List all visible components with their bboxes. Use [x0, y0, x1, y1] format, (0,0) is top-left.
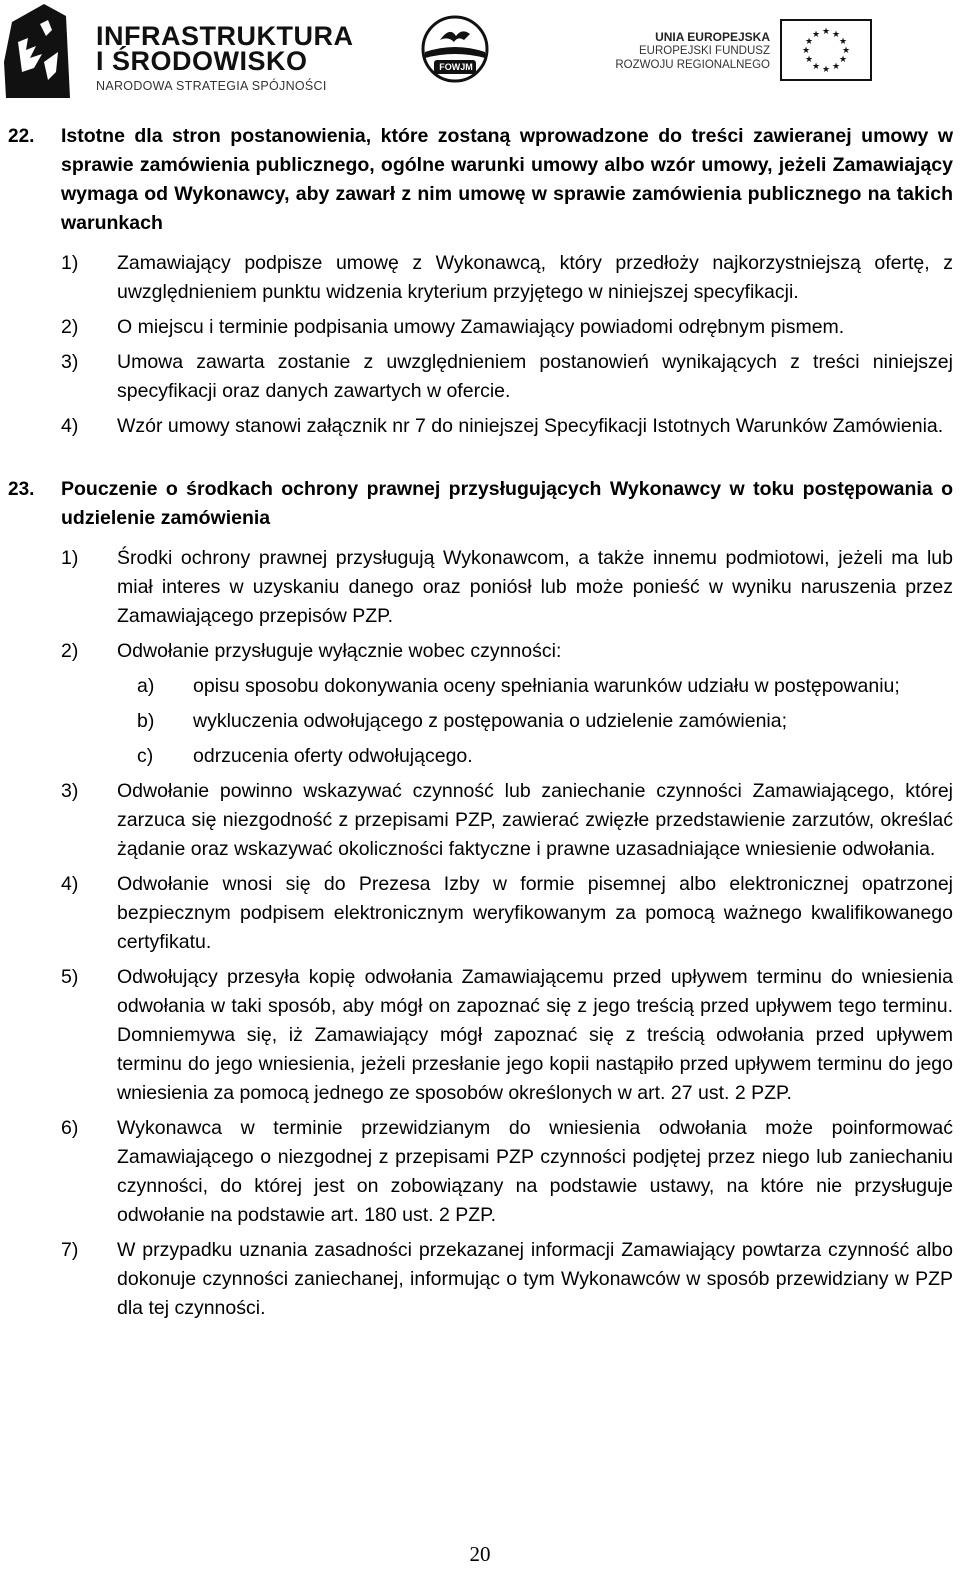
eu-line-1: UNIA EUROPEJSKA — [655, 30, 770, 44]
svg-text:★: ★ — [804, 55, 814, 65]
item-number: 3) — [61, 351, 79, 373]
sub-list-item — [137, 707, 960, 736]
svg-text:★: ★ — [831, 30, 841, 40]
section-number: 22. — [8, 126, 35, 147]
svg-text:★: ★ — [804, 37, 814, 47]
logo-line-1: INFRASTRUKTURA — [96, 21, 354, 51]
item-number: 2) — [61, 316, 79, 338]
item-number: 1) — [61, 547, 79, 569]
list-item — [61, 313, 953, 342]
section-23 — [8, 475, 953, 666]
sub-list-item — [137, 742, 960, 771]
svg-text:★: ★ — [821, 65, 831, 75]
svg-text:★: ★ — [838, 55, 848, 65]
eu-line-3: ROZWOJU REGIONALNEGO — [615, 59, 770, 71]
page-number: 20 — [469, 1542, 491, 1566]
item-number: 5) — [61, 966, 79, 988]
item-text: Odwołujący przesyła kopię odwołania Zamawiającemu przed upływem terminu do wniesienia odwołania w taki sposób, aby mógł on zapoznać się z jego treścią przed upływem tego terminu. Domniemywa się, iż Zamawiający mógł zapoznać się z treścią odwołania przed upływem terminu do jego wniesienia, jeżeli przesłanie jego kopii nastąpiło przed upływem terminu do jego wniesienia za pomocą jednego ze sposobów określonych w art. 27 ust. 2 PZP. — [117, 966, 953, 1104]
section-23-continued — [8, 777, 953, 1323]
logo-line-2: I ŚRODOWISKO — [96, 46, 308, 76]
item-number: 3) — [61, 780, 79, 802]
subitem-letter: b) — [137, 710, 155, 732]
item-text: Wykonawca w terminie przewidzianym do wniesienia odwołania może poinformować Zamawiającego o niezgodnej z przepisami PZP czynności podjętej przez niego lub zaniechaniu czynności, do której jest on zobowiązany na podstawie ustawy, na które nie przysługuje odwołanie na podstawie art. 180 ust. 2 PZP. — [117, 1117, 953, 1226]
item-text: Środki ochrony prawnej przysługują Wykonawcom, a także innemu podmiotowi, jeżeli ma lub miał interes w uzyskaniu danego oraz poniósł lub może ponieść w wyniku naruszenia przez Zamawiającego przepisów PZP. — [117, 547, 953, 627]
item-text: Odwołanie powinno wskazywać czynność lub zaniechanie czynności Zamawiającego, której zarzuca się niezgodność z przepisami PZP, zawierać zwięzłe przedstawienie zarzutów, określać żądanie oraz wskazywać okoliczności faktyczne i prawne uzasadniające wniesienie odwołania. — [117, 780, 953, 860]
subitem-text: odrzucenia oferty odwołującego. — [193, 745, 473, 767]
fowjm-logo-icon — [420, 14, 490, 84]
list-item — [61, 777, 953, 864]
item-text: Zamawiający podpisze umowę z Wykonawcą, który przedłoży najkorzystniejszą ofertę, z uwzględnieniem punktu widzenia kryterium przyjętego w niniejszej specyfikacji. — [117, 252, 953, 303]
item-number: 2) — [61, 640, 79, 662]
item-number: 7) — [61, 1239, 79, 1261]
item-text: Odwołanie przysługuje wyłącznie wobec czynności: — [117, 640, 562, 662]
item-text: Odwołanie wnosi się do Prezesa Izby w formie pisemnej albo elektronicznej opatrzonej bezpiecznym podpisem elektronicznym weryfikowanym za pomocą ważnego kwalifikowanego certyfikatu. — [117, 873, 953, 953]
fowjm-logo-label: FOWJM — [439, 62, 473, 72]
document-header — [0, 0, 960, 100]
item-number: 6) — [61, 1117, 79, 1139]
svg-text:★: ★ — [811, 62, 821, 72]
item-text: W przypadku uznania zasadności przekazanej informacji Zamawiający powtarza czynność albo dokonuje czynności zaniechanej, informując o tym Wykonawców w sposób przewidziany w PZP dla tej czynności. — [117, 1239, 953, 1319]
item-number: 4) — [61, 415, 79, 437]
subitem-text: opisu sposobu dokonywania oceny spełniania warunków udziału w postępowaniu; — [193, 675, 900, 697]
eu-flag-icon — [780, 19, 872, 81]
section-title: Istotne dla stron postanowienia, które zostaną wprowadzone do treści zawieranej umowy w sprawie zamówienia publicznego, ogólne warunki umowy albo wzór umowy, jeżeli Zamawiający wymaga od Wykonawcy, aby zawarł z nim umowę w sprawie zamówienia publicznego na takich warunkach — [61, 125, 953, 234]
item-text: O miejscu i terminie podpisania umowy Zamawiający powiadomi odrębnym pismem. — [117, 316, 845, 338]
item-text: Wzór umowy stanowi załącznik nr 7 do niniejszej Specyfikacji Istotnych Warunków Zamówienia. — [117, 415, 944, 437]
subitem-letter: a) — [137, 675, 155, 697]
svg-text:★: ★ — [801, 46, 811, 56]
logo-line-3: NARODOWA STRATEGIA SPÓJNOŚCI — [96, 79, 327, 93]
list-item — [61, 249, 953, 307]
document-body — [0, 122, 960, 1323]
section-title: Pouczenie o środkach ochrony prawnej przysługujących Wykonawcy w toku postępowania o udzielenie zamówienia — [61, 478, 953, 529]
svg-text:★: ★ — [821, 27, 831, 37]
list-item — [61, 412, 953, 441]
infrastruktura-logo-icon — [4, 2, 70, 98]
section-number: 23. — [8, 479, 35, 500]
list-item — [61, 637, 953, 666]
list-item — [61, 348, 953, 406]
svg-text:★: ★ — [811, 30, 821, 40]
section-22 — [8, 122, 953, 441]
subitem-text: wykluczenia odwołującego z postępowania o udzielenie zamówienia; — [193, 710, 788, 732]
list-item — [61, 544, 953, 631]
subitem-letter: c) — [137, 745, 154, 767]
infrastruktura-logo-text — [96, 21, 354, 93]
list-item — [61, 1236, 953, 1323]
item-number: 4) — [61, 873, 79, 895]
list-item — [61, 1114, 953, 1230]
svg-text:★: ★ — [831, 62, 841, 72]
svg-text:★: ★ — [841, 46, 851, 56]
sub-list-item — [137, 672, 960, 701]
list-item — [61, 870, 953, 957]
item-text: Umowa zawarta zostanie z uwzględnieniem postanowień wynikających z treści niniejszej specyfikacji oraz danych zawartych w ofercie. — [117, 351, 953, 402]
item-number: 1) — [61, 252, 79, 274]
list-item — [61, 963, 953, 1108]
svg-text:★: ★ — [838, 37, 848, 47]
eu-line-2: EUROPEJSKI FUNDUSZ — [639, 45, 770, 57]
eu-logo-text — [612, 30, 770, 72]
